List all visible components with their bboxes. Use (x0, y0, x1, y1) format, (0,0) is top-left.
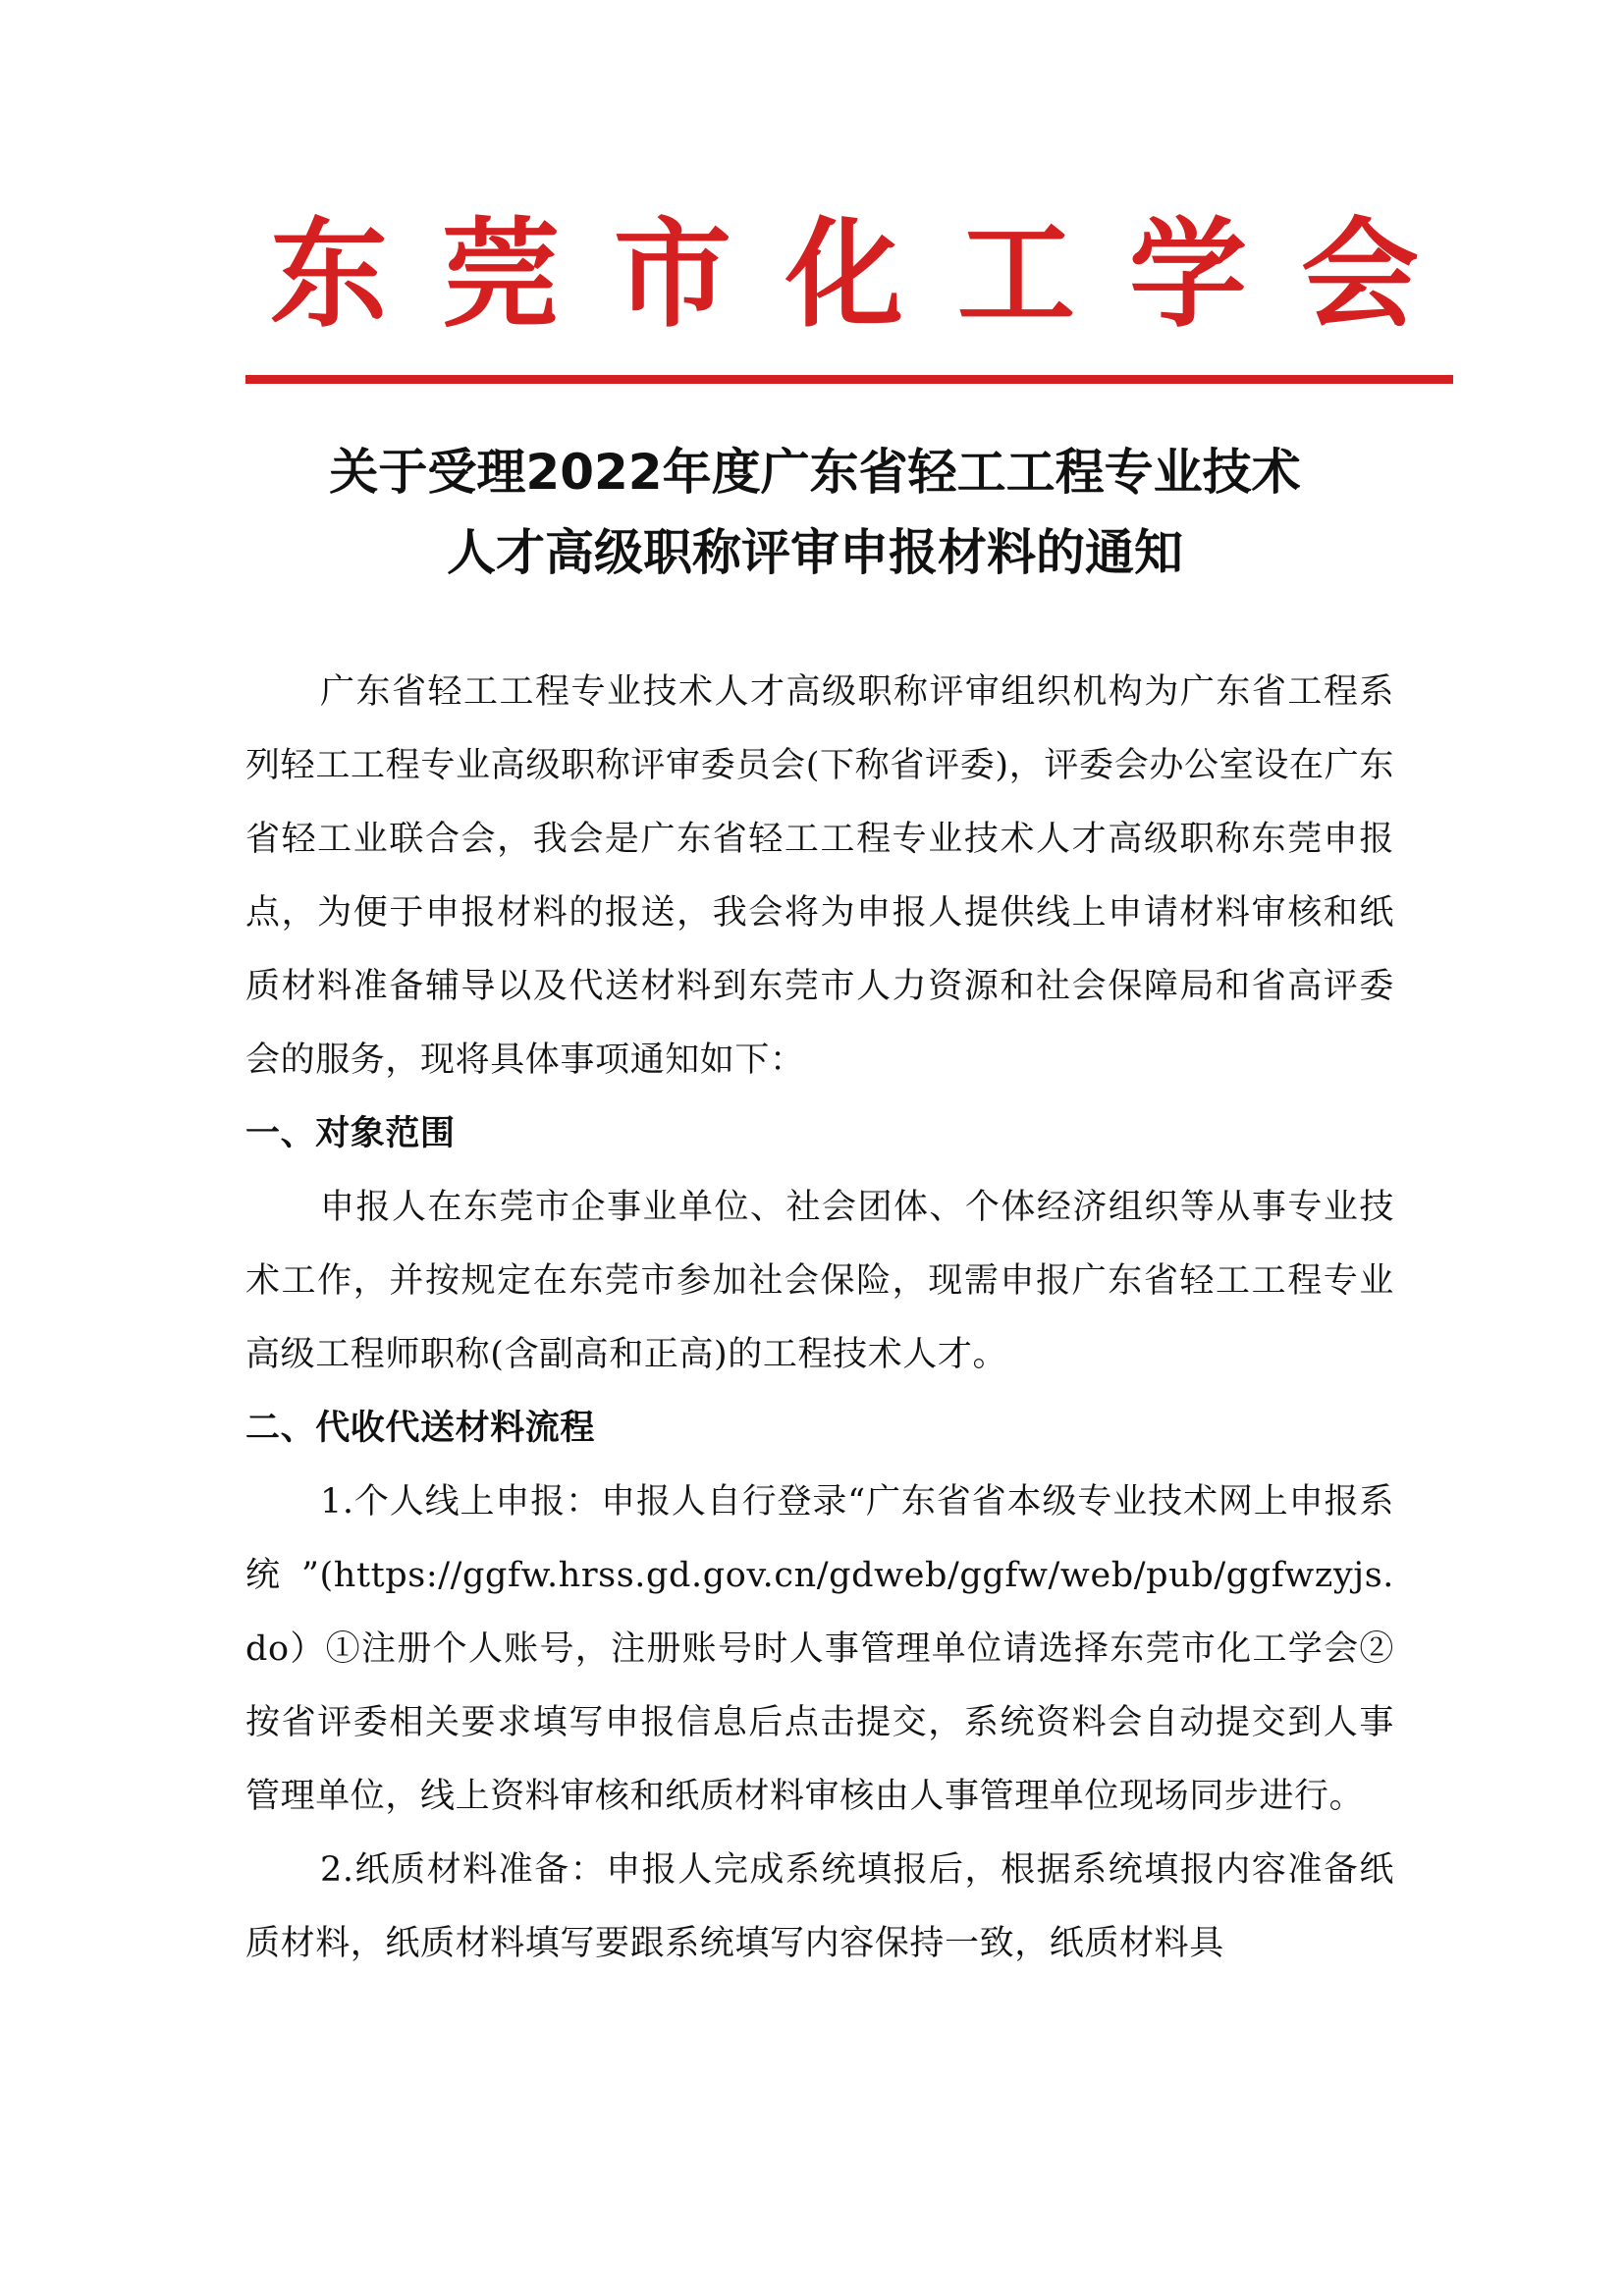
document-body (245, 656, 1394, 1981)
document-title (245, 432, 1384, 593)
document-title-line-1: 关于受理2022年度广东省轻工工程专业技术 (329, 444, 1301, 501)
intro-paragraph: 广东省轻工工程专业技术人才高级职称评审组织机构为广东省工程系列轻工工程专业高级职称评审委员会(下称省评委)，评委会办公室设在广东省轻工业联合会，我会是广东省轻工工程专业技术人才高级职称东莞申报点，为便于申报材料的报送，我会将为申报人提供线上申请材料审核和纸质材料准备辅导以及代送材料到东莞市人力资源和社会保障局和省高评委会的服务，现将具体事项通知如下： (245, 672, 1394, 1080)
process-item-online-application: 1.个人线上申报：申报人自行登录“广东省省本级专业技术网上申报系统”(https://ggfw.hrss.gd.gov.cn/gdweb/ggfw/web/pub/ggfwzyjs.do）①注册个人账号，注册账号时人事管理单位请选择东莞市化工学会②按省评委相关要求填写申报信息后点击提交，系统资料会自动提交到人事管理单位，线上资料审核和纸质材料审核由人事管理单位现场同步进行。 (245, 1482, 1394, 1816)
process-item-paper-materials: 2.纸质材料准备：申报人完成系统填报后，根据系统填报内容准备纸质材料，纸质材料填写要跟系统填写内容保持一致，纸质材料具 (245, 1850, 1394, 1963)
organization-name: 东莞市化工学会 (270, 205, 1473, 344)
section-heading-process: 二、代收代送材料流程 (245, 1409, 596, 1448)
document-title-line-2: 人才高级职称评审申报材料的通知 (447, 524, 1183, 581)
letterhead (245, 201, 1473, 348)
scope-paragraph: 申报人在东莞市企事业单位、社会团体、个体经济组织等从事专业技术工作，并按规定在东莞市参加社会保险，现需申报广东省轻工工程专业高级工程师职称(含副高和正高)的工程技术人才。 (245, 1188, 1394, 1374)
section-heading-scope: 一、对象范围 (245, 1114, 456, 1153)
letterhead-red-divider (245, 375, 1453, 384)
